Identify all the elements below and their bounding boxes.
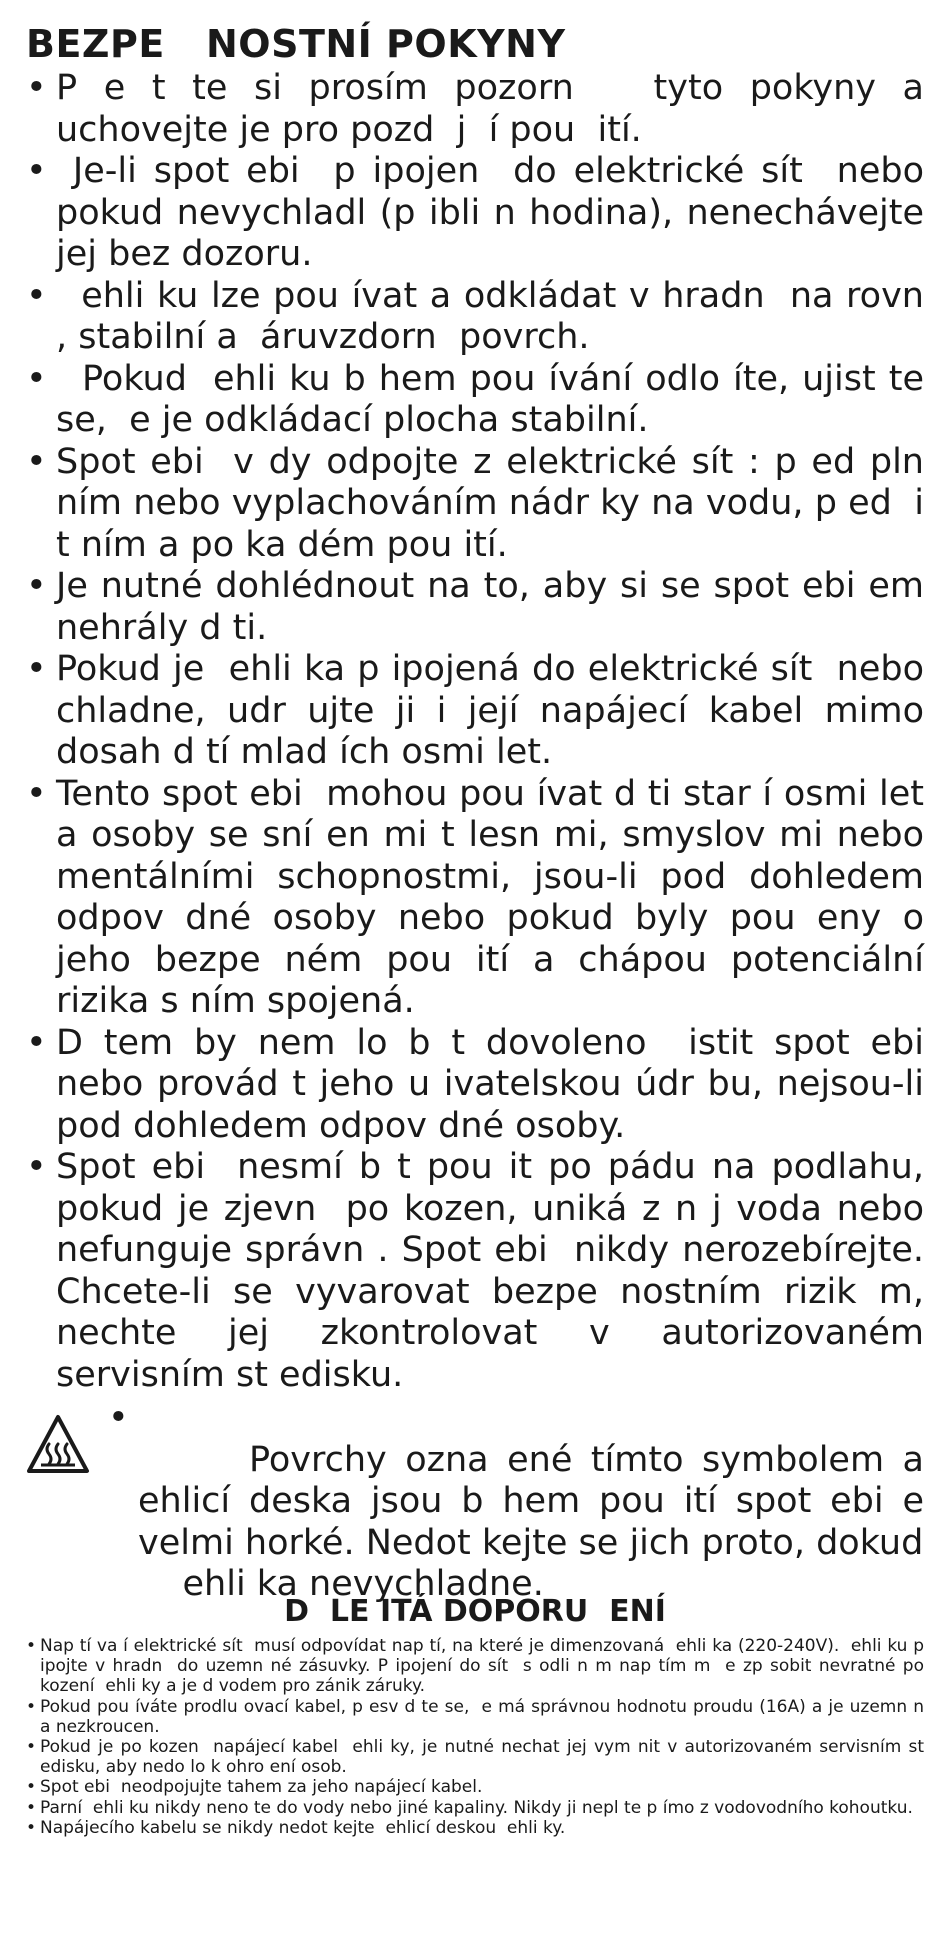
safety-item-text: Spot ebi nesmí b t pou it po pádu na podlahu, pokud je zjevn po kozen, uniká z n j voda nebo nefunguje správn . Spot ebi nikdy nerozebírejte. Chcete-li se vyvarovat bezpe nostním rizik m, nechte jej zkontrolovat v autorizovaném servisním st edisku. — [56, 1147, 936, 1395]
hot-surface-warning-text: Povrchy ozna ené tímto symbolem a ehlicí deska jsou b hem pou ití spot ebi e velmi horké. Nedot kejte se jich proto, dokud ehli ka nevychladne. — [138, 1439, 924, 1604]
bullet: • — [26, 1022, 47, 1063]
bullet: • — [26, 566, 47, 606]
recommendation-item — [26, 1818, 924, 1838]
bullet: • — [26, 151, 47, 191]
recommendation-item-text: Pokud je po kozen napájecí kabel ehli ky, je nutné nechat jej vym nit v autorizovaném servisním st edisku, aby nedo lo k ohro ení osob. — [40, 1737, 930, 1778]
bullet: • — [26, 441, 47, 482]
safety-item-text: Tento spot ebi mohou pou ívat d ti star í osmi let a osoby se sní en mi t lesn mi, smyslov mi nebo mentálními schopnostmi, jsou-li pod dohledem odpov dné osoby nebo pokud byly pou eny o jeho bezpe ném pou ití a chápou potenciální rizika s ním spojená. — [56, 773, 936, 1021]
recommendation-item-text: Parní ehli ku nikdy neno te do vody nebo jiné kapaliny. Nikdy ji nepl te p ímo z vodovodního kohoutku. — [40, 1797, 913, 1818]
safety-item-text: Je nutné dohlédnout na to, aby si se spot ebi em nehrály d ti. — [56, 566, 936, 648]
safety-item — [26, 441, 936, 567]
bullet: • — [26, 1636, 37, 1656]
bullet: • — [26, 1737, 37, 1758]
safety-item — [26, 1147, 936, 1396]
hot-surface-warning — [26, 1398, 924, 1604]
recommendation-item — [26, 1777, 924, 1797]
safety-instructions-list — [26, 68, 947, 1396]
bullet: • — [26, 1147, 47, 1187]
recommendation-item — [26, 1798, 924, 1818]
recommendation-item-text: Napájecího kabelu se nikdy nedot kejte ehlicí deskou ehli ky. — [40, 1817, 566, 1838]
recommendation-item-text: Nap tí va í elektrické sít musí odpovídat nap tí, na které je dimenzovaná ehli ka (220-240V). ehli ku p ipojte v hradn do uzemn né zásuvky. P ipojení do sít s odli n m nap tím m e zp sobit nevratné po kození ehli ky a je d vodem pro zánik záruky. — [40, 1636, 930, 1697]
safety-item-text: Je-li spot ebi p ipojen do elektrické sít nebo pokud nevychladl (p ibli n hodina), nenechávejte jej bez dozoru. — [56, 151, 936, 274]
recommendation-item — [26, 1636, 930, 1697]
safety-item — [26, 649, 936, 774]
safety-item — [26, 358, 936, 442]
safety-item-text: P e t te si prosím pozorn tyto pokyny a uchovejte je pro pozd j í pou ití. — [56, 68, 936, 150]
safety-item — [26, 566, 936, 649]
hot-surface-warning-text-block — [108, 1398, 924, 1647]
bullet: • — [26, 1817, 37, 1838]
bullet: • — [26, 1797, 37, 1818]
bullet: • — [26, 358, 47, 399]
manual-page — [26, 22, 947, 1838]
bullet: • — [26, 1777, 37, 1798]
safety-item-text: Pokud ehli ku b hem pou ívání odlo íte, ujist te se, e je odkládací plocha stabilní. — [56, 358, 936, 440]
recommendation-item — [26, 1696, 930, 1737]
safety-item — [26, 773, 936, 1023]
bullet: • — [26, 1696, 37, 1717]
recommendations-list — [26, 1636, 930, 1838]
recommendation-item-text: Spot ebi neodpojujte tahem za jeho napájecí kabel. — [40, 1777, 483, 1798]
bullet: • — [26, 773, 47, 814]
safety-item — [26, 275, 936, 359]
recommendation-item — [26, 1737, 930, 1778]
safety-item-text: Spot ebi v dy odpojte z elektrické sít : p ed pln ním nebo vyplachováním nádr ky na vodu, p ed i t ním a po ka dém pou ití. — [56, 441, 936, 565]
safety-item-text: D tem by nem lo b t dovoleno istit spot ebi nebo provád t jeho u ivatelskou údr bu, nejsou-li pod dohledem odpov dné osoby. — [56, 1022, 947, 1146]
bullet: • — [108, 1398, 129, 1438]
recommendation-item-text: Pokud pou íváte prodlu ovací kabel, p esv d te se, e má správnou hodnotu proudu (16A) a je uzemn n a nezkroucen. — [40, 1696, 930, 1737]
safety-item-text: ehli ku lze pou ívat a odkládat v hradn na rovn , stabilní a áruvzdorn povrch. — [56, 275, 936, 357]
safety-title: BEZPE NOSTNÍ POKYNY — [26, 22, 566, 66]
bullet: • — [26, 649, 47, 689]
hot-surface-warning-icon — [26, 1414, 90, 1474]
bullet: • — [26, 68, 47, 108]
safety-item — [26, 151, 936, 276]
recommendations-title: D LE ITÁ DOPORU ENÍ — [284, 1594, 666, 1629]
safety-item — [26, 68, 936, 151]
bullet: • — [26, 275, 47, 316]
safety-item — [26, 1022, 947, 1148]
safety-item-text: Pokud je ehli ka p ipojená do elektrické sít nebo chladne, udr ujte ji i její napájecí kabel mimo dosah d tí mlad ích osmi let. — [56, 649, 936, 772]
